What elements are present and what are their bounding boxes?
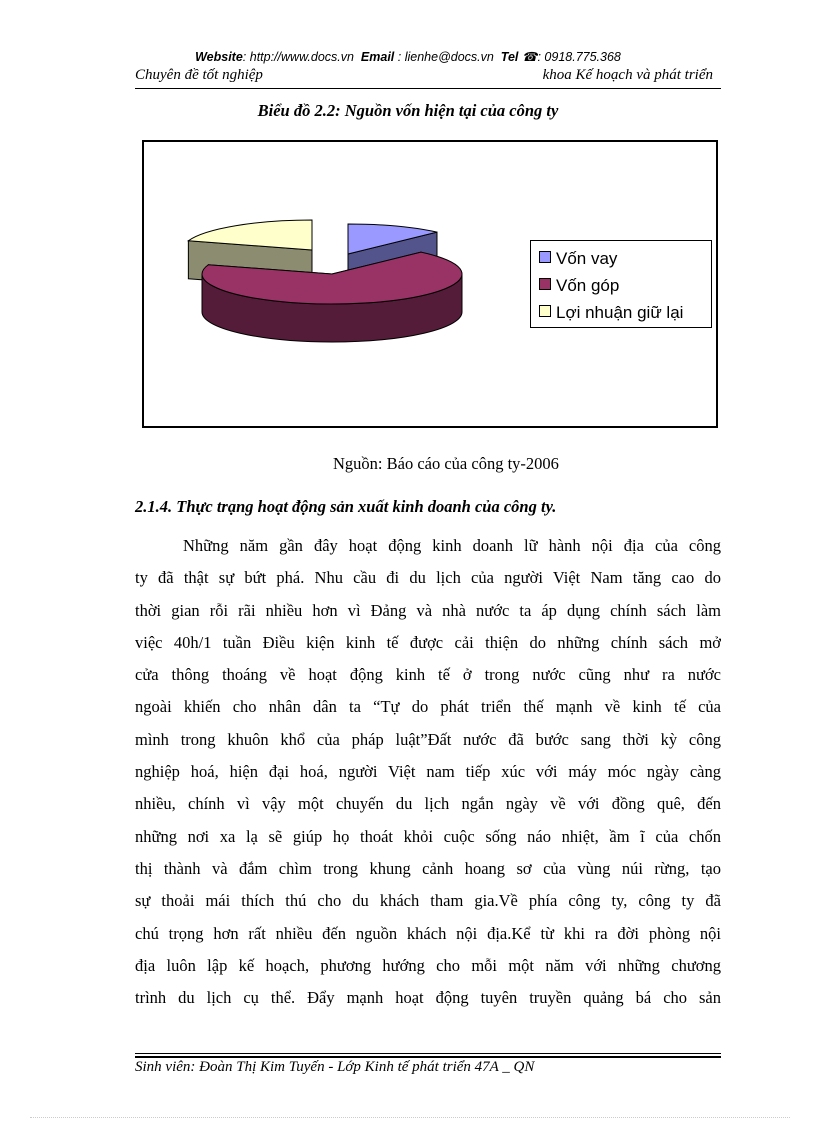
- page-bottom-border: [30, 1117, 790, 1118]
- paragraph-line: việc 40h/1 tuần Điều kiện kinh tế được cải thiện do những chính sách mở: [135, 632, 721, 652]
- paragraph-line: ty đã thật sự bứt phá. Nhu cầu đi du lịch của người Việt Nam tăng cao do: [135, 568, 721, 588]
- legend-item: [539, 273, 619, 299]
- email-label: Email: [360, 50, 395, 64]
- website-url[interactable]: : http://www.docs.vn: [242, 50, 354, 64]
- paragraph-line: địa luôn lập kế hoạch, phương hướng cho mỗi một năm với những chương: [135, 955, 721, 975]
- header-left-title: Chuyên đề tốt nghiệp: [135, 67, 263, 83]
- legend-swatch: [539, 251, 551, 263]
- legend-item: [539, 246, 617, 272]
- paragraph-line: nhiều, chính vì vậy một chuyến du lịch ngắn ngày về với đồng quê, đến: [135, 794, 721, 814]
- paragraph-line: những nơi xa lạ sẽ giúp họ thoát khỏi cuộc sống náo nhiệt, ầm ĩ của chốn: [135, 826, 721, 846]
- legend-label: Vốn góp: [556, 276, 620, 295]
- paragraph-line: nghiệp hoá, hiện đại hoá, người Việt nam tiếp xúc với máy móc ngày càng: [135, 762, 721, 782]
- website-label: Website: [195, 50, 243, 64]
- figure-source: Nguồn: Báo cáo của công ty-2006: [333, 454, 559, 473]
- legend-item: [539, 300, 683, 326]
- header-right-title: khoa Kế hoạch và phát triển: [542, 67, 713, 83]
- paragraph-line: trình du lịch cụ thể. Đẩy mạnh hoạt động tuyên truyền quảng bá cho sản: [135, 988, 721, 1008]
- paragraph-line: thời gian rỗi rãi nhiều hơn vì Đảng và nhà nước ta áp dụng chính sách làm: [135, 600, 721, 620]
- pie-chart: [142, 140, 718, 428]
- email-address[interactable]: : lienhe@docs.vn: [397, 50, 494, 64]
- legend-label: Lợi nhuận giữ lại: [556, 303, 684, 322]
- paragraph-line: sự thoải mái thích thú cho du khách tham gia.Về phía công ty, công ty đã: [135, 891, 721, 911]
- chart-legend: [530, 240, 712, 328]
- footer-divider-thick: [135, 1056, 721, 1058]
- paragraph-line: thị thành và đắm chìm trong khung cảnh hoang sơ của vùng núi rừng, tạo: [135, 858, 721, 878]
- paragraph-line: chú trọng hơn rất nhiều đến nguồn khách nội địa.Kể từ khi ra đời phòng nội: [135, 923, 721, 943]
- footer-divider-thin: [135, 1053, 721, 1054]
- legend-label: Vốn vay: [556, 249, 618, 268]
- figure-title: Biểu đồ 2.2: Nguồn vốn hiện tại của công ty: [257, 101, 559, 120]
- body-paragraph: [135, 530, 721, 1014]
- tel-label: Tel: [500, 50, 519, 64]
- phone-icon: ☎: [521, 50, 538, 64]
- paragraph-line: ngoài khiến cho nhân dân ta “Tự do phát triển thế mạnh về kinh tế của: [135, 697, 721, 717]
- footer-text: Sinh viên: Đoàn Thị Kim Tuyến - Lớp Kinh tế phát triển 47A _ QN: [135, 1059, 535, 1075]
- header-divider: [135, 88, 721, 89]
- paragraph-line: Những năm gần đây hoạt động kinh doanh lữ hành nội địa của công: [183, 536, 721, 555]
- section-heading: 2.1.4. Thực trạng hoạt động sản xuất kinh doanh của công ty.: [135, 497, 557, 516]
- website-header: [0, 49, 816, 64]
- paragraph-line: mình trong khuôn khổ của pháp luật”Đất nước đã bước sang thời kỳ công: [135, 729, 721, 749]
- tel-number: : 0918.775.368: [537, 50, 621, 64]
- legend-swatch: [539, 305, 551, 317]
- legend-swatch: [539, 278, 551, 290]
- paragraph-line: cửa thông thoáng về hoạt động kinh tế ở trong nước cũng như ra nước: [135, 665, 721, 685]
